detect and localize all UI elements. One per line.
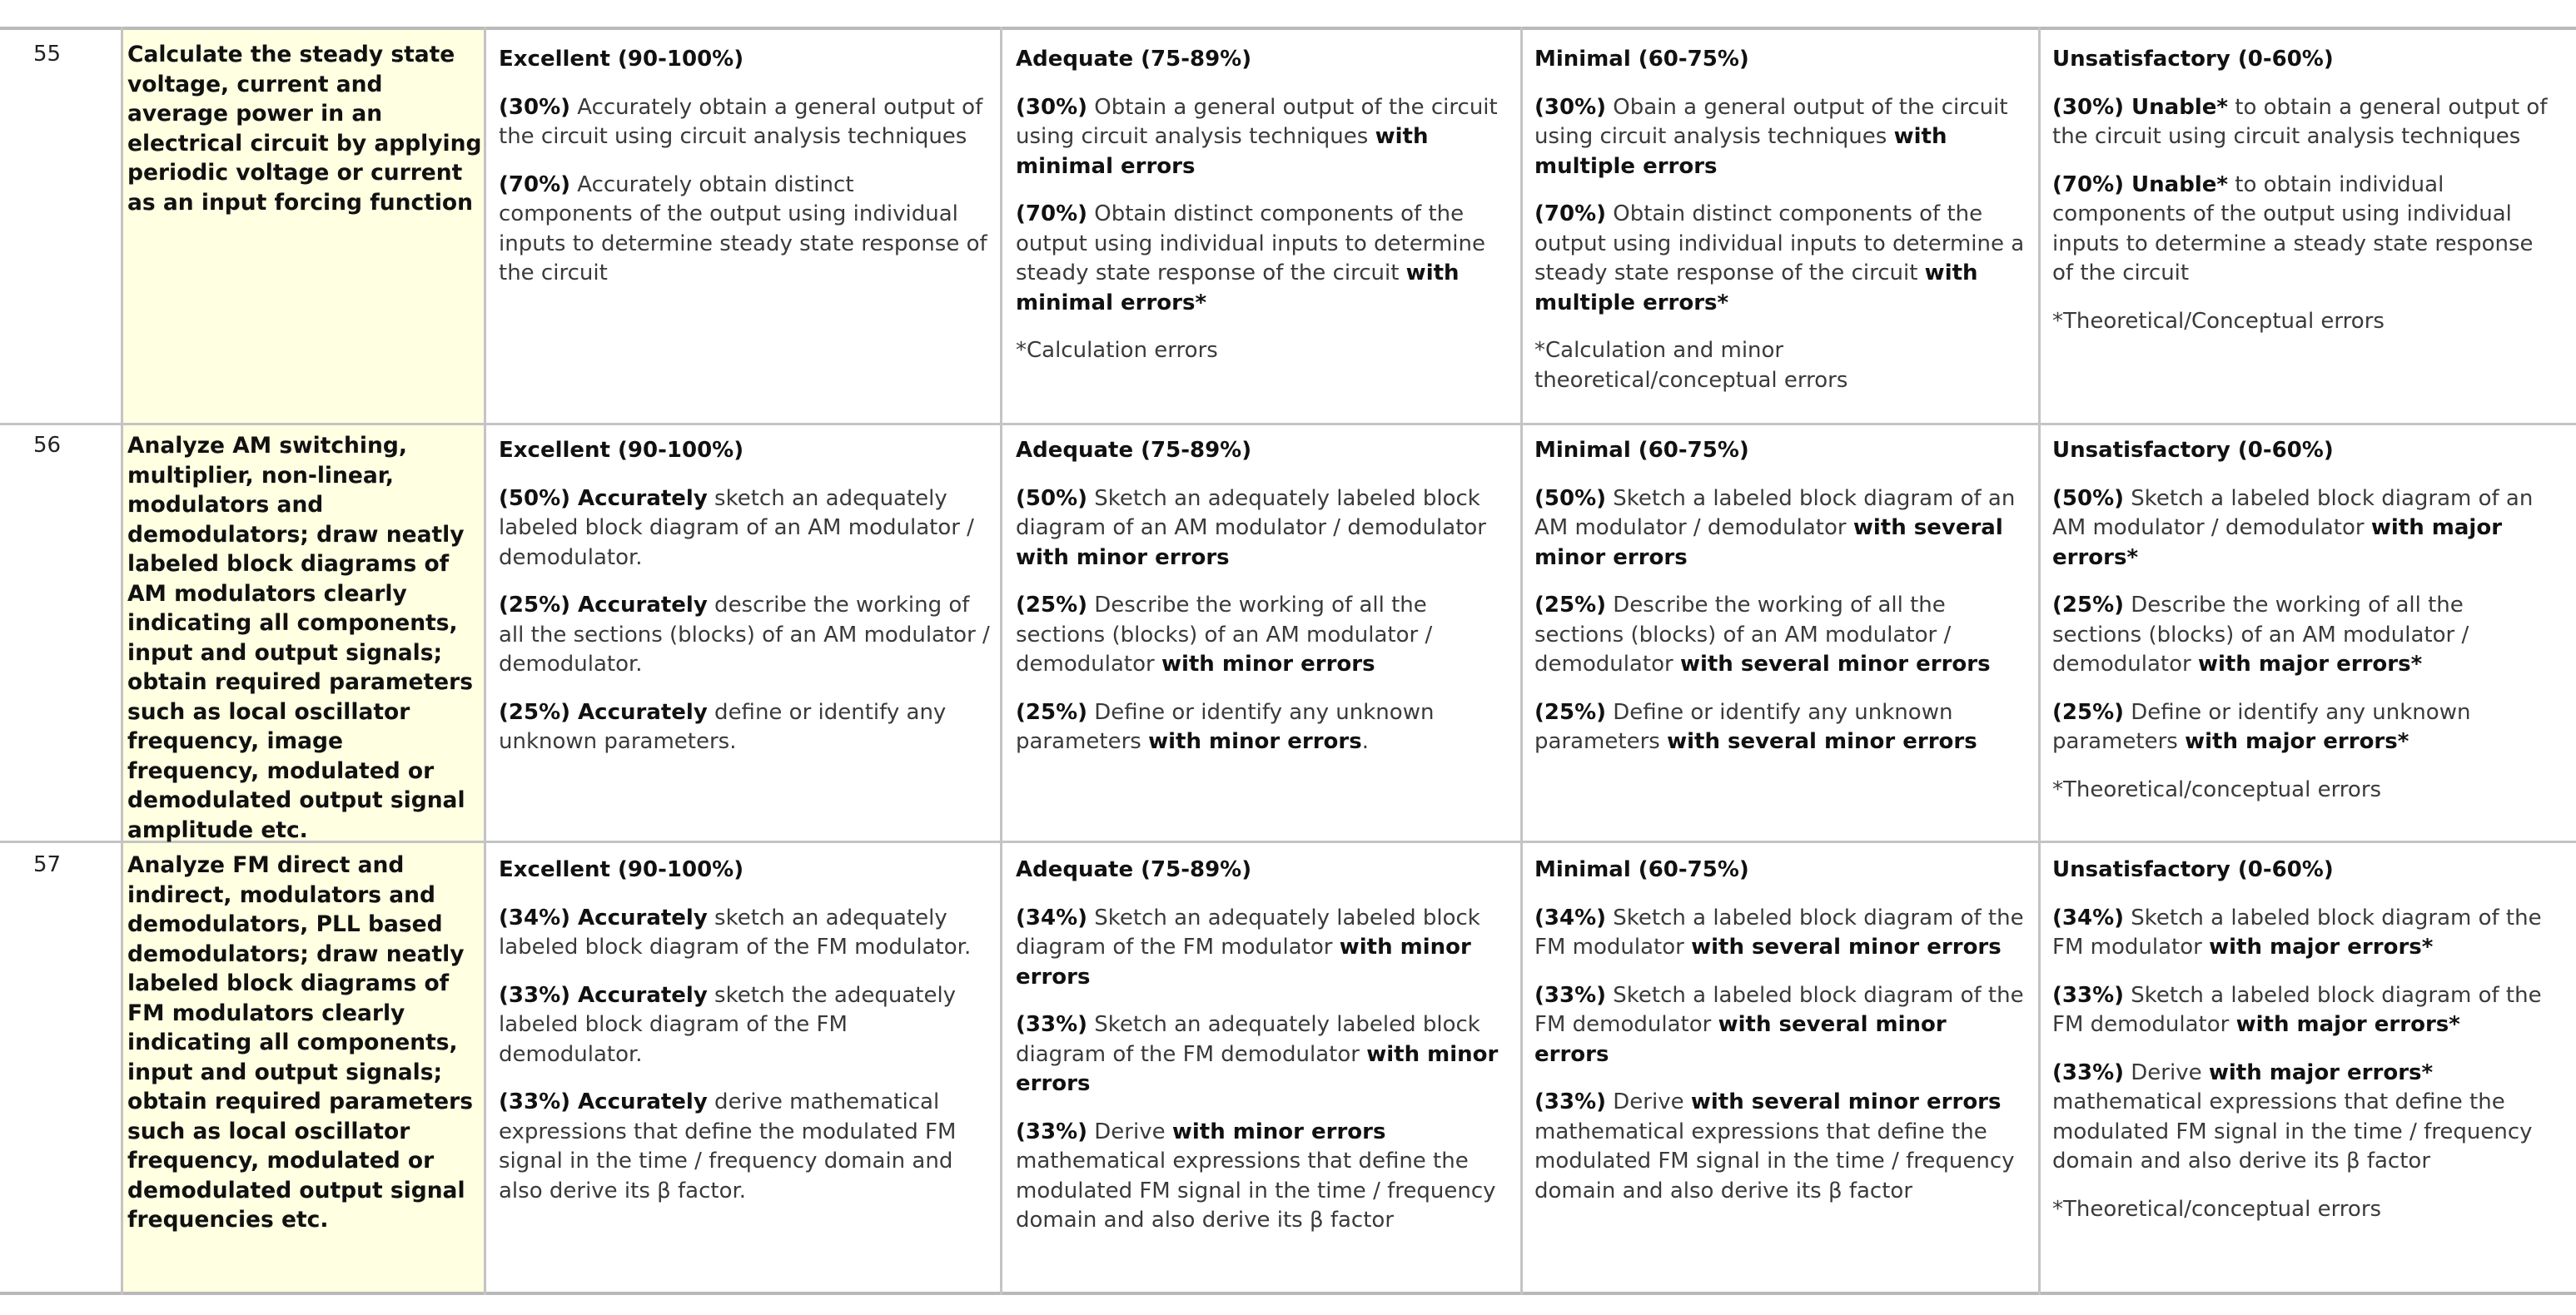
criteria-list (499, 484, 990, 757)
criterion-emphasis: (50%) Accurately (499, 485, 708, 511)
column-divider (1000, 27, 1002, 1295)
criterion-emphasis: (25%) (2052, 593, 2124, 618)
criterion-text (1016, 200, 1510, 318)
column-divider (2038, 27, 2041, 1295)
criterion-run: Sketch a labeled block diagram of the FM modulator (1534, 905, 2024, 960)
criterion-emphasis: with minor errors (1016, 544, 1230, 570)
criterion-run: Sketch a labeled block diagram of the FM demodulator (1534, 982, 2024, 1037)
criterion-emphasis: (34%) Accurately (499, 905, 708, 930)
criterion-text (2052, 1059, 2552, 1177)
column-divider (1520, 27, 1523, 1295)
criterion-run: mathematical expressions that define the modulated FM signal in the time / frequency domain and also derive its β factor (1534, 1119, 2015, 1203)
level-heading: Unsatisfactory (0-60%) (2052, 47, 2334, 72)
criterion-run: *Calculation errors (1016, 338, 1218, 363)
criterion-run: Sketch a labeled block diagram of the FM demodulator (2052, 982, 2542, 1037)
criterion-run: Describe the working of all the sections (blocks) of an AM modulator / demodulator (2052, 593, 2469, 677)
rubric-cell-excellent (499, 856, 990, 1224)
criterion-emphasis: with several minor errors (1690, 1089, 2002, 1114)
criterion-text (1534, 591, 2027, 680)
criterion-emphasis: with minor errors (1148, 729, 1362, 754)
column-divider (484, 27, 486, 1295)
criterion-run: Obain a general output of the circuit using circuit analysis techniques (1534, 94, 2008, 149)
criterion-run: *Theoretical/conceptual errors (2052, 1196, 2382, 1222)
criterion-text (1016, 1010, 1510, 1099)
criterion-text (1016, 484, 1510, 573)
criteria-list (1534, 904, 2027, 1207)
criterion-text (2052, 484, 2552, 573)
criterion-emphasis: (33%) (1016, 1119, 1087, 1144)
criterion-run: Obtain distinct components of the output using individual inputs to determine steady state response of the circuit (1016, 201, 1485, 285)
criterion-emphasis: (70%) (499, 171, 570, 197)
criterion-run: Accurately obtain distinct components of the output using individual inputs to determine steady state response of the circuit (499, 171, 987, 285)
rubric-cell-minimal (1534, 45, 2027, 414)
criterion-emphasis: (25%) (1016, 593, 1087, 618)
criterion-text (1534, 484, 2027, 573)
criterion-emphasis: (33%) Accurately (499, 982, 708, 1008)
criteria-list (1016, 484, 1510, 757)
criterion-emphasis: (50%) (1534, 485, 1606, 511)
rubric-cell-unsatisfactory (2052, 856, 2552, 1243)
criterion-text (2052, 307, 2552, 337)
criterion-emphasis: (33%) (1534, 1089, 1606, 1114)
criterion-emphasis: with minor errors (1171, 1119, 1386, 1144)
criterion-run: Sketch a labeled block diagram of an AM modulator / demodulator (2052, 485, 2534, 540)
level-heading: Minimal (60-75%) (1534, 47, 1749, 72)
criterion-emphasis: (25%) (1534, 699, 1606, 725)
criterion-emphasis: (70%) (1534, 201, 1606, 226)
rubric-cell-unsatisfactory (2052, 45, 2552, 355)
criterion-run: Derive (1606, 1089, 1691, 1114)
rubric-cell-adequate (1016, 436, 1510, 776)
criterion-run: mathematical expressions that define the modulated FM signal in the time / frequency domain and also derive its β factor (1016, 1149, 1496, 1233)
criterion-text (1016, 1118, 1510, 1236)
learning-objective: Analyze AM switching, multiplier, non-linear, modulators and demodulators; draw neatly labeled block diagrams of AM modulators clearly indicating all components, input and output signals; obtain required parameters such as local oscillator frequency, image frequency, modulated or demodulated output signal amplitude etc. (127, 433, 473, 843)
level-heading: Unsatisfactory (0-60%) (2052, 438, 2334, 463)
criterion-emphasis: with major errors* (2052, 515, 2503, 570)
criterion-text (1016, 93, 1510, 182)
criterion-run: Obtain distinct components of the output using individual inputs to determine a steady state response of the circuit (1534, 201, 2025, 285)
criterion-run: Define or identify any unknown parameters (2052, 699, 2471, 754)
criterion-text (2052, 904, 2552, 963)
criterion-emphasis: (50%) (1016, 485, 1087, 511)
criterion-text (1534, 200, 2027, 318)
criterion-emphasis: (33%) (2052, 982, 2124, 1008)
level-heading: Excellent (90-100%) (499, 857, 744, 882)
rubric-cell-adequate (1016, 45, 1510, 385)
criterion-emphasis: with several minor errors (1691, 935, 2002, 960)
criterion-emphasis: with several minor errors (1534, 515, 2003, 570)
rubric-cell-unsatisfactory (2052, 436, 2552, 823)
rubric-cell-excellent (499, 436, 990, 776)
criterion-text (1016, 904, 1510, 993)
criteria-list (2052, 93, 2552, 337)
criterion-emphasis: (30%) (1534, 94, 1606, 120)
criterion-run: Derive (2124, 1059, 2209, 1085)
criterion-text (1534, 981, 2027, 1070)
row-divider (0, 423, 2576, 425)
criterion-text (2052, 1195, 2552, 1225)
criterion-text (1534, 93, 2027, 182)
criterion-text (499, 981, 990, 1070)
level-heading: Excellent (90-100%) (499, 47, 744, 72)
criterion-run: Sketch an adequately labeled block diagram of the FM modulator (1016, 905, 1480, 960)
criterion-emphasis: with several minor errors (1667, 729, 1977, 754)
table-top-border (0, 27, 2576, 30)
criteria-list (2052, 904, 2552, 1225)
criterion-emphasis: (25%) (2052, 699, 2124, 725)
criterion-text (2052, 776, 2552, 806)
criterion-emphasis: (33%) Accurately (499, 1089, 708, 1114)
criterion-text (2052, 171, 2552, 289)
criterion-emphasis: with several minor errors (1679, 652, 1991, 677)
criterion-text (499, 1088, 990, 1206)
criterion-text (2052, 981, 2552, 1040)
criterion-emphasis: (25%) (1016, 699, 1087, 725)
criterion-run: sketch the adequately labeled block diagram of the FM demodulator. (499, 982, 957, 1067)
criteria-list (499, 904, 990, 1207)
criterion-run: Describe the working of all the sections (blocks) of an AM modulator / demodulator (1016, 593, 1433, 677)
criterion-text (499, 484, 990, 573)
criterion-run: sketch an adequately labeled block diagram of the FM modulator. (499, 905, 972, 960)
criterion-emphasis: (30%) (499, 94, 570, 120)
criteria-list (2052, 484, 2552, 806)
criteria-list (1016, 93, 1510, 366)
criterion-run: Describe the working of all the sections (blocks) of an AM modulator / demodulator (1534, 593, 1952, 677)
column-divider (121, 27, 123, 1295)
criterion-emphasis: with major errors* (2235, 1012, 2460, 1037)
row-number: 55 (33, 42, 62, 67)
criterion-emphasis: with major errors* (2208, 1059, 2434, 1085)
criterion-emphasis: (30%) Unable* (2052, 94, 2228, 120)
criterion-run: Accurately obtain a general output of the circuit using circuit analysis techniques (499, 94, 983, 149)
criterion-emphasis: (50%) (2052, 485, 2124, 511)
criterion-text (499, 904, 990, 963)
criterion-text (499, 93, 990, 152)
criterion-text (1016, 336, 1510, 366)
criterion-run: Sketch an adequately labeled block diagram of the FM demodulator (1016, 1012, 1480, 1067)
criterion-emphasis: with multiple errors (1534, 124, 1947, 179)
criterion-emphasis: with minor errors (1016, 1041, 1499, 1096)
criterion-text (499, 591, 990, 680)
criterion-text (499, 698, 990, 757)
criterion-text (1016, 591, 1510, 680)
criterion-emphasis: (33%) (1016, 1012, 1087, 1037)
criterion-run: . (1361, 729, 1369, 754)
criterion-run: Sketch a labeled block diagram of an AM modulator / demodulator (1534, 485, 2016, 540)
level-heading: Adequate (75-89%) (1016, 438, 1252, 463)
criterion-text (1016, 698, 1510, 757)
row-number: 56 (33, 433, 62, 458)
criterion-emphasis: (34%) (1534, 905, 1606, 930)
criterion-emphasis: with major errors* (2209, 935, 2434, 960)
criterion-emphasis: with minor errors (1016, 935, 1471, 990)
level-heading: Minimal (60-75%) (1534, 857, 1749, 882)
criterion-emphasis: (33%) (1534, 982, 1606, 1008)
criteria-list (1534, 93, 2027, 396)
criterion-run: to obtain a general output of the circuit using circuit analysis techniques (2052, 94, 2548, 149)
rubric-cell-adequate (1016, 856, 1510, 1254)
criterion-text (1534, 698, 2027, 757)
criterion-text (2052, 93, 2552, 152)
criterion-run: mathematical expressions that define the modulated FM signal in the time / frequency domain and also derive its β factor (2052, 1089, 2533, 1174)
criteria-list (499, 93, 990, 289)
criterion-emphasis: (70%) (1016, 201, 1087, 226)
criterion-emphasis: with major errors* (2185, 729, 2409, 754)
level-heading: Adequate (75-89%) (1016, 857, 1252, 882)
rubric-cell-excellent (499, 45, 990, 307)
level-heading: Excellent (90-100%) (499, 438, 744, 463)
criterion-emphasis: with minor errors (1161, 652, 1375, 677)
criterion-run: describe the working of all the sections (blocks) of an AM modulator / demodulator. (499, 593, 990, 677)
criterion-run: Sketch an adequately labeled block diagram of an AM modulator / demodulator (1016, 485, 1486, 540)
row-number: 57 (33, 852, 62, 877)
criterion-run: *Theoretical/conceptual errors (2052, 777, 2382, 802)
level-heading: Adequate (75-89%) (1016, 47, 1252, 72)
criteria-list (1016, 904, 1510, 1236)
criterion-text (1534, 336, 2027, 395)
criterion-run: derive mathematical expressions that define the modulated FM signal in the time / frequency domain and also derive its β factor. (499, 1089, 957, 1203)
level-heading: Minimal (60-75%) (1534, 438, 1749, 463)
criterion-emphasis: with multiple errors* (1534, 261, 1978, 315)
criterion-emphasis: (34%) (1016, 905, 1087, 930)
criteria-list (1534, 484, 2027, 757)
criterion-run: *Calculation and minor theoretical/conceptual errors (1534, 338, 1848, 393)
criterion-run: define or identify any unknown parameters. (499, 699, 947, 754)
criterion-run: Define or identify any unknown parameters (1016, 699, 1435, 754)
rubric-cell-minimal (1534, 436, 2027, 776)
criterion-emphasis: (25%) (1534, 593, 1606, 618)
criterion-emphasis: (34%) (2052, 905, 2124, 930)
criterion-run: Derive (1087, 1119, 1172, 1144)
criterion-emphasis: with major errors* (2197, 652, 2423, 677)
learning-objective: Analyze FM direct and indirect, modulators and demodulators, PLL based demodulators; draw neatly labeled block diagrams of FM modulators clearly indicating all components, input and output signals; obtain required parameters such as local oscillator frequency, modulated or demodulated output signal frequencies etc. (127, 852, 473, 1233)
rubric-cell-minimal (1534, 856, 2027, 1224)
criterion-text (1534, 904, 2027, 963)
criterion-run: to obtain individual components of the output using individual inputs to determine a steady state response of the circuit (2052, 171, 2534, 285)
criterion-emphasis: (33%) (2052, 1059, 2124, 1085)
criterion-emphasis: (30%) (1016, 94, 1087, 120)
criterion-text (499, 171, 990, 289)
learning-objective: Calculate the steady state voltage, current and average power in an electrical circuit by applying periodic voltage or current as an input forcing function (127, 42, 482, 216)
table-bottom-border (0, 1292, 2576, 1295)
criterion-text (1534, 1088, 2027, 1206)
criterion-emphasis: with minimal errors* (1016, 261, 1460, 315)
criterion-run: Obtain a general output of the circuit using circuit analysis techniques (1016, 94, 1498, 149)
criterion-text (2052, 591, 2552, 680)
criterion-emphasis: with several minor errors (1534, 1012, 1947, 1067)
level-heading: Unsatisfactory (0-60%) (2052, 857, 2334, 882)
criterion-emphasis: (70%) Unable* (2052, 171, 2228, 197)
criterion-run: sketch an adequately labeled block diagram of an AM modulator / demodulator. (499, 485, 974, 570)
criterion-run: Define or identify any unknown parameters (1534, 699, 1953, 754)
criterion-emphasis: (25%) Accurately (499, 699, 708, 725)
criterion-emphasis: (25%) Accurately (499, 593, 708, 618)
criterion-text (2052, 698, 2552, 757)
criterion-emphasis: with minimal errors (1016, 124, 1429, 179)
criterion-run: *Theoretical/Conceptual errors (2052, 308, 2385, 334)
criterion-run: Sketch a labeled block diagram of the FM modulator (2052, 905, 2542, 960)
